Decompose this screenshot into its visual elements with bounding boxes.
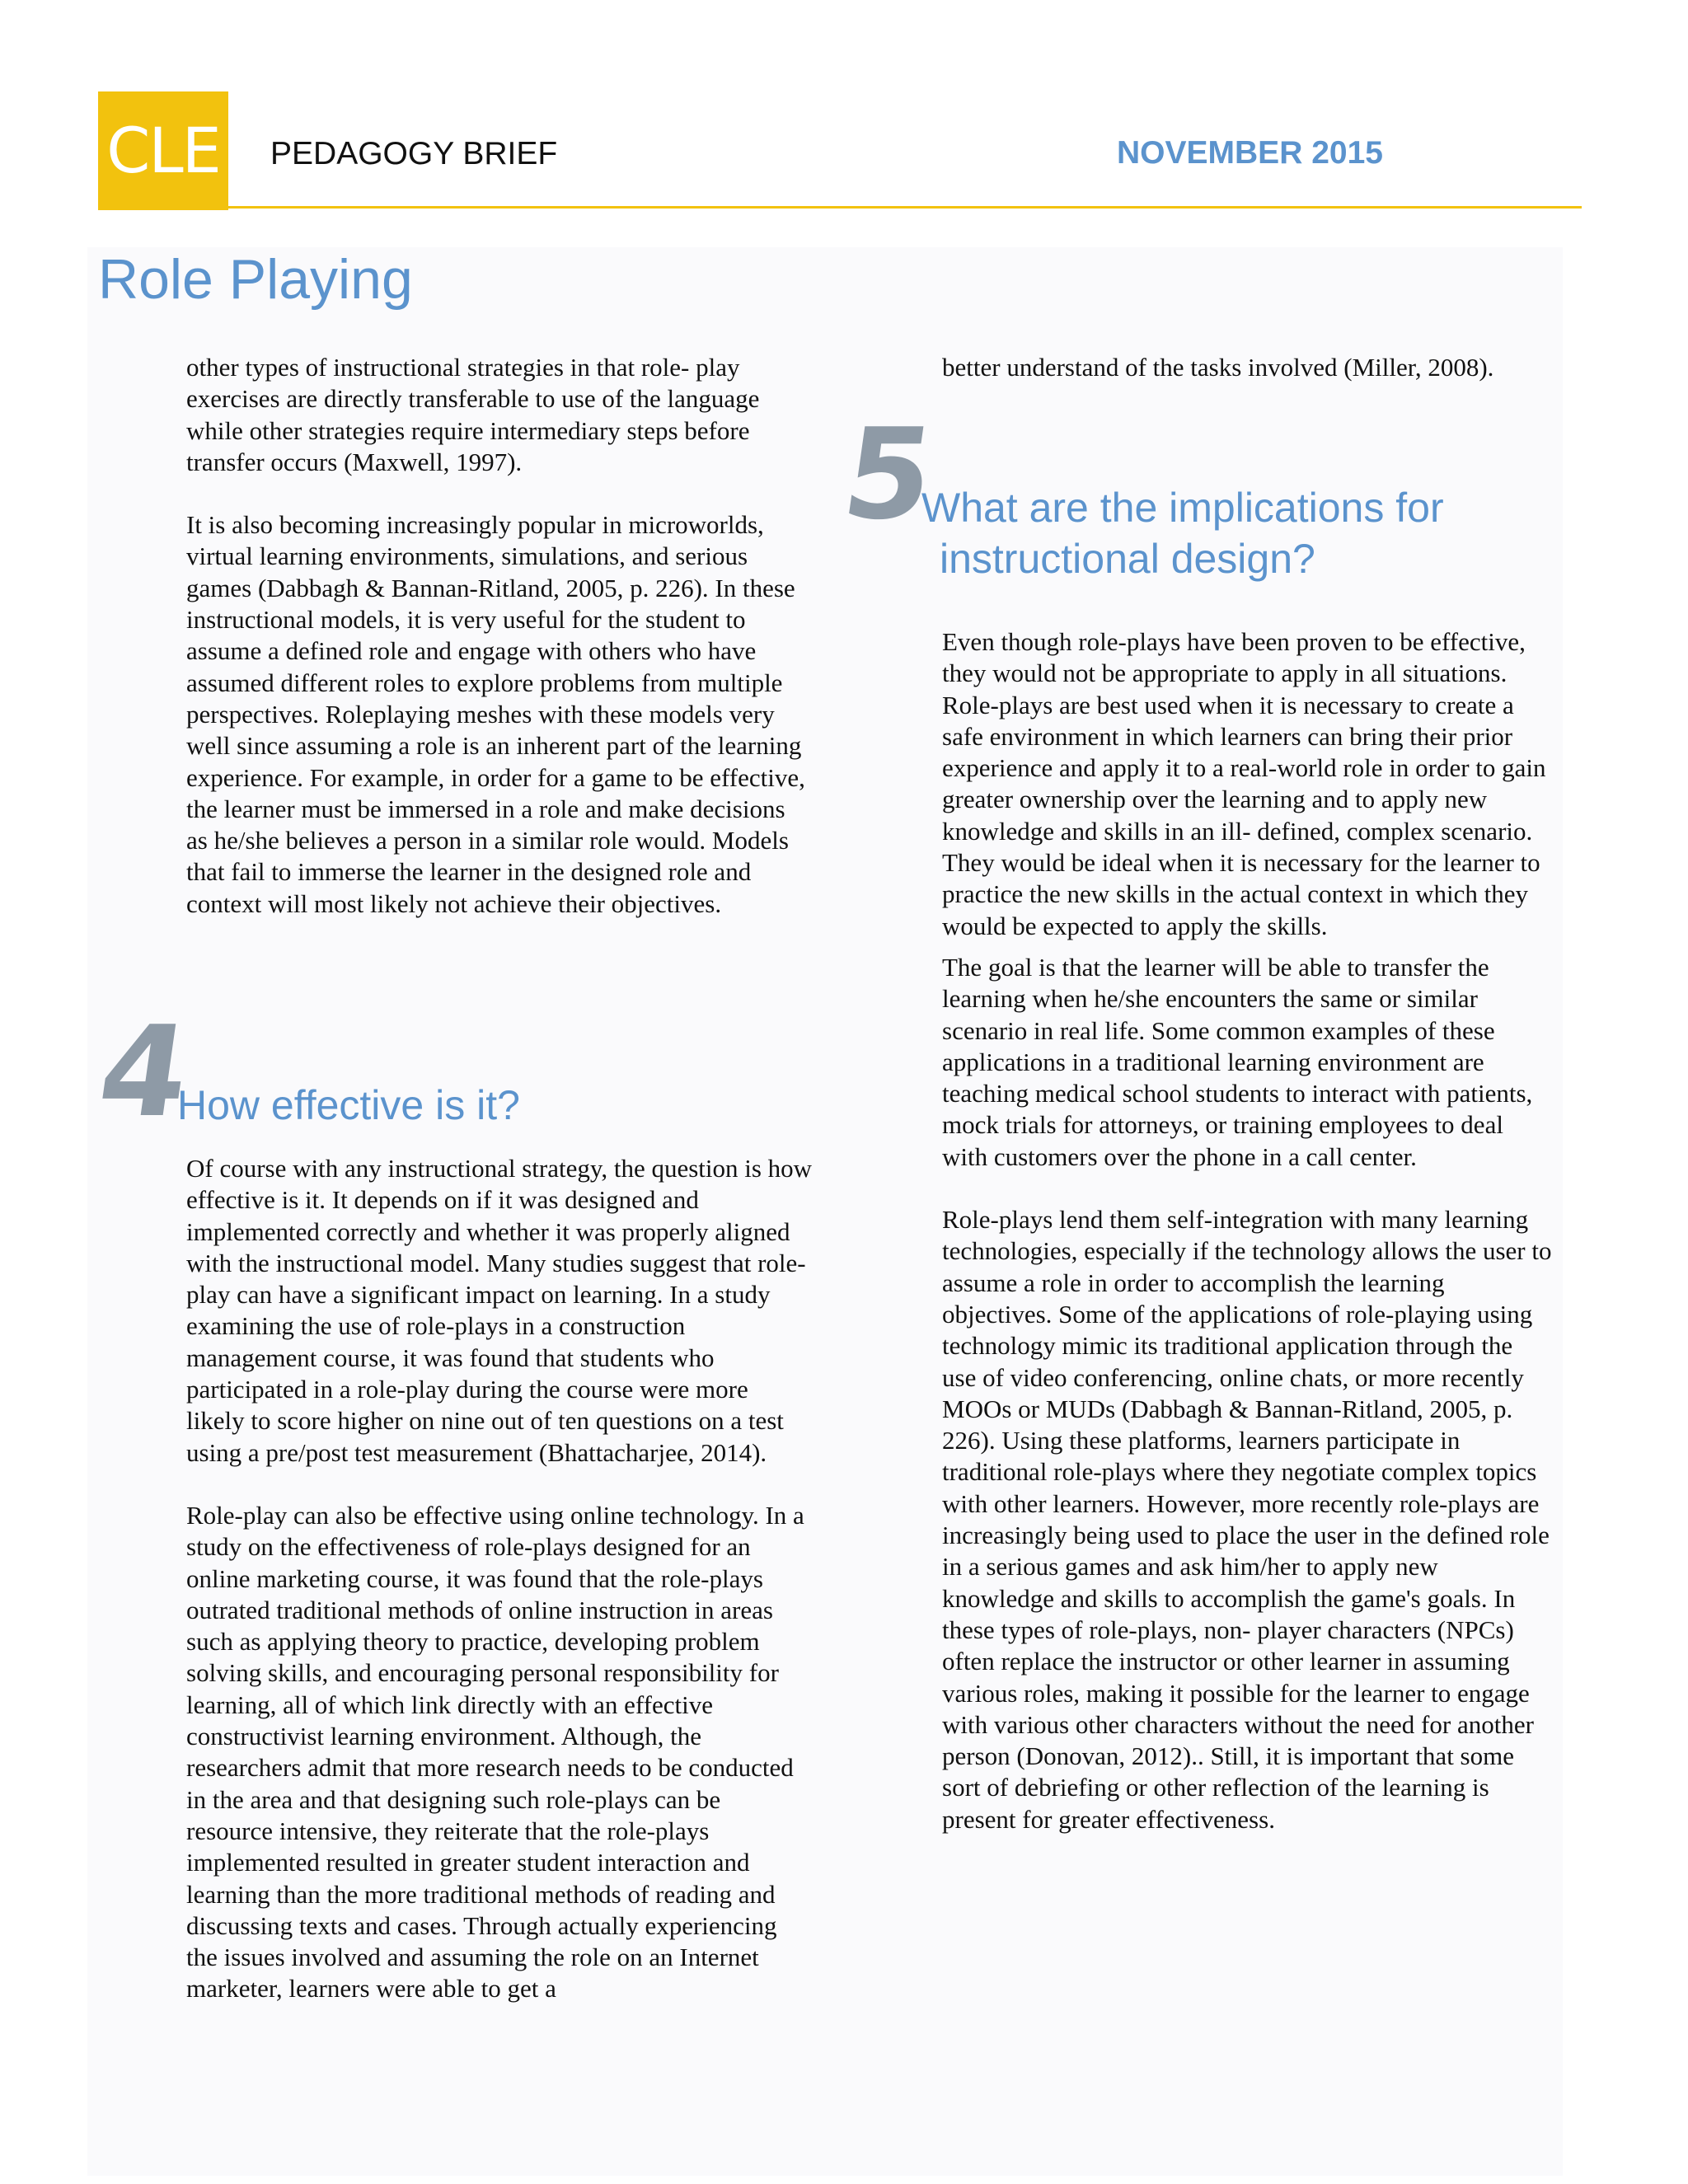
paragraph: better understand of the tasks involved (Miller, 2008).: [942, 353, 1494, 382]
paragraph: Even though role-plays have been proven to be effective, they would not be appropriate to apply in all situations. Role-plays are best used when it is necessary to create a safe environment in which learners can bring their prior experience and apply it to a real-world role in order to gain greater ownership over the learning and to apply new knowledge and skills in an ill- defined, complex scenario. They would be ideal when it is necessary for the learner to practice the new skills in the actual context in which they would be expected to apply the skills.: [942, 627, 1546, 940]
section-number-5: 5: [834, 401, 943, 547]
heading-line-2: instructional design?: [940, 536, 1315, 582]
section-number-4: 4: [90, 999, 199, 1145]
paragraph: Of course with any instructional strategy, the question is how effective is it. It depends on if it was designed and implemented correctly and whether it was properly aligned with the instructional model. Many studies suggest that role-play can have a significant impact on learning. In a study examining the use of role-plays in a construction management course, it was found that students who participated in a role-play during the course were more likely to score higher on nine out of ten questions on a test using a pre/post test measurement (Bhattacharjee, 2014).: [186, 1154, 813, 1467]
section-heading-effectiveness: How effective is it?: [177, 1082, 520, 1128]
paragraph: Role-play can also be effective using online technology. In a study on the effectiveness of role-plays designed for an online marketing course, it was found that the role-plays outrated traditional methods of online instruction in areas such as applying theory to practice, developing problem solving skills, and encouraging personal responsibility for learning, all of which link directly with an effective constructivist learning environment. Although, the researchers admit that more research needs to be conducted in the area and that designing such role-plays can be resource intensive, they reiterate that the role-plays implemented resulted in greater student interaction and learning than the more traditional methods of reading and discussing texts and cases. Through actually experiencing the issues involved and assuming the role on an Internet marketer, learners were able to get a: [186, 1500, 804, 2004]
cle-logo: CLE: [98, 91, 228, 210]
page-title: Role Playing: [98, 248, 413, 311]
paragraph: other types of instructional strategies in that role- play exercises are directly transferable to use of the language while other strategies require intermediary steps before transfer occurs (Maxwell, 1997).: [186, 353, 760, 476]
paragraph: The goal is that the learner will be able to transfer the learning when he/she encounters the same or similar scenario in real life. Some common examples of these applications in a traditional learning environment are teaching medical school students to interact with patients, mock trials for attorneys, or training employees to deal with customers over the phone in a call center.: [942, 952, 1533, 1171]
paragraph: It is also becoming increasingly popular in microworlds, virtual learning environments, simulations, and serious games (Dabbagh & Bannan-Ritland, 2005, p. 226). In these instructional models, it is very useful for the student to assume a defined role and engage with others who have assumed different roles to explore problems from multiple perspectives. Roleplaying meshes with these models very well since assuming a role is an inherent part of the learning experience. For example, in order for a game to be effective, the learner must be immersed in a role and make decisions as he/she believes a person in a similar role would. Models that fail to immerse the learner in the designed role and context will most likely not achieve their objectives.: [186, 510, 805, 918]
heading-line-1: What are the implications for: [921, 485, 1444, 531]
header-divider: [98, 206, 1582, 209]
left-column-top: [186, 352, 813, 920]
paragraph: Role-plays lend them self-integration with many learning technologies, especially if the technology allows the user to assume a role in order to accomplish the learning objectives. Some of the applications of role-playing using technology mimic its traditional application through the use of video conferencing, online chats, or more recently MOOs or MUDs (Dabbagh & Bannan-Ritland, 2005, p. 226). Using these platforms, learners participate in traditional role-plays where they negotiate complex topics with other learners. However, more recently role-plays are increasingly being used to place the user in the defined role in a serious games and ask him/her to apply new knowledge and skills to accomplish the game's goals. In these types of role-plays, non- player characters (NPCs) often replace the instructor or other learner in assuming various roles, making it possible for the learner to engage with various other characters without the need for another person (Donovan, 2012).. Still, it is important that some sort of debriefing or other reflection of the learning is present for greater effectiveness.: [942, 1205, 1552, 1834]
right-column-bottom: [942, 626, 1552, 1835]
brief-date: NOVEMBER 2015: [1117, 135, 1383, 171]
right-column-top: [942, 352, 1552, 383]
left-column-bottom: [186, 1153, 813, 2005]
brief-label: PEDAGOGY BRIEF: [270, 136, 558, 171]
section-heading-implications: [921, 482, 1444, 584]
